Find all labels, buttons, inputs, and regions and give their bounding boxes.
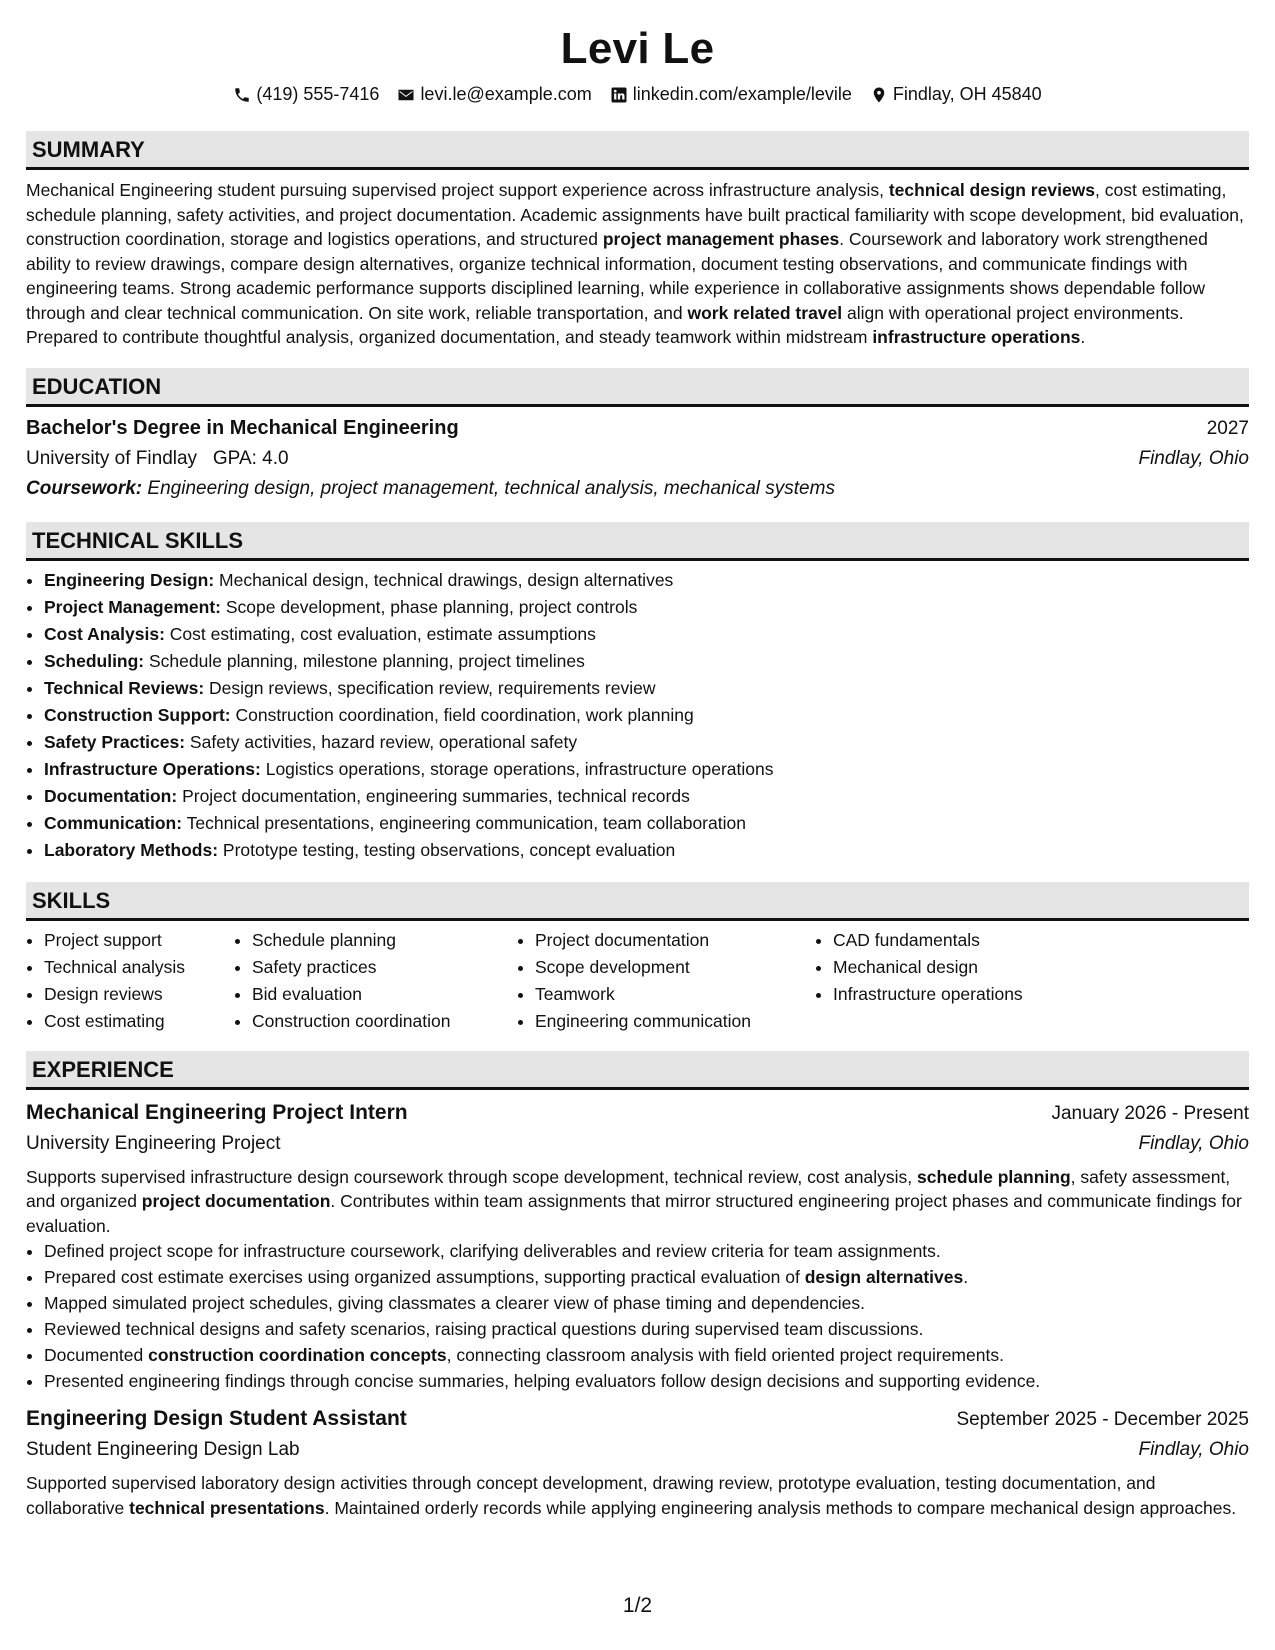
job-title: Mechanical Engineering Project Intern <box>26 1100 408 1124</box>
coursework-line <box>26 474 1249 504</box>
graduation-year: 2027 <box>1206 417 1249 439</box>
list-item <box>44 1368 1249 1394</box>
text-run: Supported supervised laboratory design activities through concept development, drawing review, prototype evaluation, testing documentation, and collaborative <box>26 1473 1156 1518</box>
list-item: • Teamwork <box>535 981 815 1008</box>
list-item: • Project documentation <box>535 927 815 954</box>
list-item: • Project support <box>44 927 234 954</box>
linkedin-icon <box>610 86 628 104</box>
list-item <box>44 567 1249 594</box>
job-organization: Student Engineering Design Lab <box>26 1439 300 1460</box>
list-item <box>44 1238 1249 1264</box>
text-run: , cost estimating, schedule planning, safety activities, and project documentation. Academic assignments have built practical familiarity with scope development, bid evaluation, construction coordination, storage and logistics operations, and structured <box>26 180 1244 249</box>
skill-details: Logistics operations, storage operations, infrastructure operations <box>260 758 774 779</box>
text-run: align with operational project environments. Prepared to contribute thoughtful analysis, organized documentation, and steady teamwork within midstream <box>26 302 1184 347</box>
degree-title: Bachelor's Degree in Mechanical Engineering <box>26 416 459 439</box>
skills-column <box>234 927 517 1035</box>
map-pin-icon <box>870 86 888 104</box>
contact-bar <box>26 84 1249 105</box>
school-line <box>26 444 289 474</box>
phone-text: (419) 555-7416 <box>256 84 380 104</box>
text-run: , safety assessment, and organized <box>26 1166 1231 1211</box>
emphasized-text: technical presentations <box>129 1497 325 1518</box>
skill-details: Cost estimating, cost evaluation, estimate assumptions <box>164 623 596 644</box>
list-item: • CAD fundamentals <box>833 927 1133 954</box>
email-text: levi.le@example.com <box>420 84 592 104</box>
summary-paragraph <box>26 178 1249 350</box>
emphasized-text: construction coordination concepts <box>148 1345 447 1365</box>
text-run: Presented engineering findings through concise summaries, helping evaluators follow design decisions and supporting evidence. <box>44 1371 1041 1391</box>
list-item <box>44 756 1249 783</box>
job-title: Engineering Design Student Assistant <box>26 1407 407 1430</box>
section-heading-summary: SUMMARY <box>26 131 1249 170</box>
job-location: Findlay, Ohio <box>1138 1132 1249 1154</box>
list-item: • Infrastructure operations <box>833 981 1133 1008</box>
skill-details: Schedule planning, milestone planning, project timelines <box>144 650 585 671</box>
text-run: Supports supervised infrastructure design coursework through scope development, technical review, cost analysis, <box>26 1166 918 1187</box>
skills-grid <box>26 927 1249 1035</box>
coursework-label: Coursework: <box>26 477 143 499</box>
skills-column <box>26 927 234 1035</box>
candidate-name: Levi Le <box>560 24 715 73</box>
skill-details: Project documentation, engineering summaries, technical records <box>177 785 690 806</box>
skill-details: Prototype testing, testing observations, concept evaluation <box>218 839 676 860</box>
contact-email[interactable] <box>397 84 591 105</box>
list-item <box>44 729 1249 756</box>
text-run: , connecting classroom analysis with field oriented project requirements. <box>446 1345 1004 1365</box>
list-item <box>44 594 1249 621</box>
location-text: Findlay, OH 45840 <box>892 84 1042 104</box>
phone-icon <box>233 86 251 104</box>
list-item <box>44 783 1249 810</box>
emphasized-text: project documentation <box>141 1191 331 1211</box>
text-run: Mechanical Engineering student pursuing supervised project support experience across infrastructure analysis, <box>26 180 889 200</box>
page-number: 1/2 <box>622 1594 653 1617</box>
text-run: Defined project scope for infrastructure coursework, clarifying deliverables and review criteria for team assignments. <box>44 1241 941 1261</box>
skill-details: Safety activities, hazard review, operational safety <box>185 731 578 752</box>
emphasized-text: work related travel <box>687 302 843 323</box>
list-item <box>44 702 1249 729</box>
emphasized-text: technical design reviews <box>888 180 1096 200</box>
text-run: Documented <box>44 1345 149 1365</box>
text-run: . <box>963 1267 969 1287</box>
technical-skills-list <box>26 567 1249 864</box>
list-item: • Bid evaluation <box>252 981 517 1008</box>
job-entry <box>26 1404 1249 1520</box>
emphasized-text: project management phases <box>602 229 840 249</box>
text-run: . <box>1080 327 1086 347</box>
coursework-text: Engineering design, project management, technical analysis, mechanical systems <box>142 477 835 499</box>
list-item: • Schedule planning <box>252 927 517 954</box>
list-item: • Safety practices <box>252 954 517 981</box>
emphasized-text: schedule planning <box>917 1166 1071 1187</box>
text-run: Mapped simulated project schedules, giving classmates a clearer view of phase timing and dependencies. <box>44 1293 866 1313</box>
list-item: • Construction coordination <box>252 1008 517 1035</box>
school-name: University of Findlay <box>26 447 198 469</box>
envelope-icon <box>397 86 415 104</box>
skill-details: Design reviews, specification review, requirements review <box>204 677 656 698</box>
list-item: • Technical analysis <box>44 954 234 981</box>
skill-category: Laboratory Methods: <box>44 839 219 860</box>
linkedin-text: linkedin.com/example/levile <box>632 84 852 104</box>
list-item <box>44 1342 1249 1368</box>
list-item <box>44 837 1249 864</box>
skill-category: Communication: <box>44 812 183 833</box>
skill-details: Technical presentations, engineering communication, team collaboration <box>182 812 746 833</box>
list-item: • Cost estimating <box>44 1008 234 1035</box>
emphasized-text: infrastructure operations <box>872 327 1081 347</box>
job-bullets <box>26 1238 1249 1394</box>
section-heading-experience: EXPERIENCE <box>26 1051 1249 1090</box>
gpa: GPA: 4.0 <box>212 447 289 469</box>
education-entry <box>26 413 1249 504</box>
contact-location <box>870 84 1042 105</box>
skill-category: Safety Practices: <box>44 731 186 752</box>
emphasized-text: design alternatives <box>804 1267 964 1287</box>
list-item <box>44 621 1249 648</box>
list-item: • Design reviews <box>44 981 234 1008</box>
skill-category: Infrastructure Operations: <box>44 758 261 779</box>
job-location: Findlay, Ohio <box>1138 1439 1249 1460</box>
school-location: Findlay, Ohio <box>1138 447 1249 469</box>
job-dates: January 2026 - Present <box>1051 1102 1249 1124</box>
list-item: • Scope development <box>535 954 815 981</box>
skills-column <box>517 927 815 1035</box>
skill-details: Scope development, phase planning, project controls <box>220 596 638 617</box>
contact-phone[interactable] <box>233 84 379 105</box>
list-item <box>44 648 1249 675</box>
job-dates: September 2025 - December 2025 <box>956 1409 1249 1430</box>
list-item <box>44 1316 1249 1342</box>
text-run: Reviewed technical designs and safety scenarios, raising practical questions during supervised team discussions. <box>44 1319 924 1339</box>
text-run: Prepared cost estimate exercises using organized assumptions, supporting practical evaluation of <box>44 1267 805 1287</box>
job-description <box>26 1471 1249 1520</box>
list-item <box>44 1264 1249 1290</box>
skill-category: Construction Support: <box>44 704 231 725</box>
section-heading-technical-skills: TECHNICAL SKILLS <box>26 522 1249 561</box>
skill-details: Mechanical design, technical drawings, design alternatives <box>214 569 674 590</box>
list-item: • Engineering communication <box>535 1008 815 1035</box>
skill-category: Cost Analysis: <box>44 623 165 644</box>
skill-details: Construction coordination, field coordination, work planning <box>230 704 694 725</box>
skills-column <box>815 927 1133 1035</box>
text-run: . Coursework and laboratory work strengthened ability to review drawings, compare design alternatives, organize technical information, document testing observations, and communicate findings with engineering teams. Strong academic performance supports disciplined learning, while experience in collaborative assignments shows dependable follow through and clear technical communication. On site work, reliable transportation, and <box>26 229 1208 323</box>
job-entry <box>26 1098 1249 1395</box>
list-item <box>44 1290 1249 1316</box>
list-item <box>44 675 1249 702</box>
skill-category: Documentation: <box>44 785 178 806</box>
skill-category: Engineering Design: <box>44 569 215 590</box>
section-heading-education: EDUCATION <box>26 368 1249 407</box>
skill-category: Project Management: <box>44 596 221 617</box>
skill-category: Technical Reviews: <box>44 677 205 698</box>
job-description <box>26 1165 1249 1239</box>
list-item <box>44 810 1249 837</box>
job-organization: University Engineering Project <box>26 1132 281 1154</box>
text-run: . Contributes within team assignments that mirror structured engineering project phases and communicate findings for evaluation. <box>26 1191 1242 1236</box>
skill-category: Scheduling: <box>44 650 145 671</box>
list-item: • Mechanical design <box>833 954 1133 981</box>
contact-linkedin[interactable] <box>610 84 852 105</box>
section-heading-skills: SKILLS <box>26 882 1249 921</box>
text-run: . Maintained orderly records while applying engineering analysis methods to compare mechanical design approaches. <box>324 1497 1237 1518</box>
